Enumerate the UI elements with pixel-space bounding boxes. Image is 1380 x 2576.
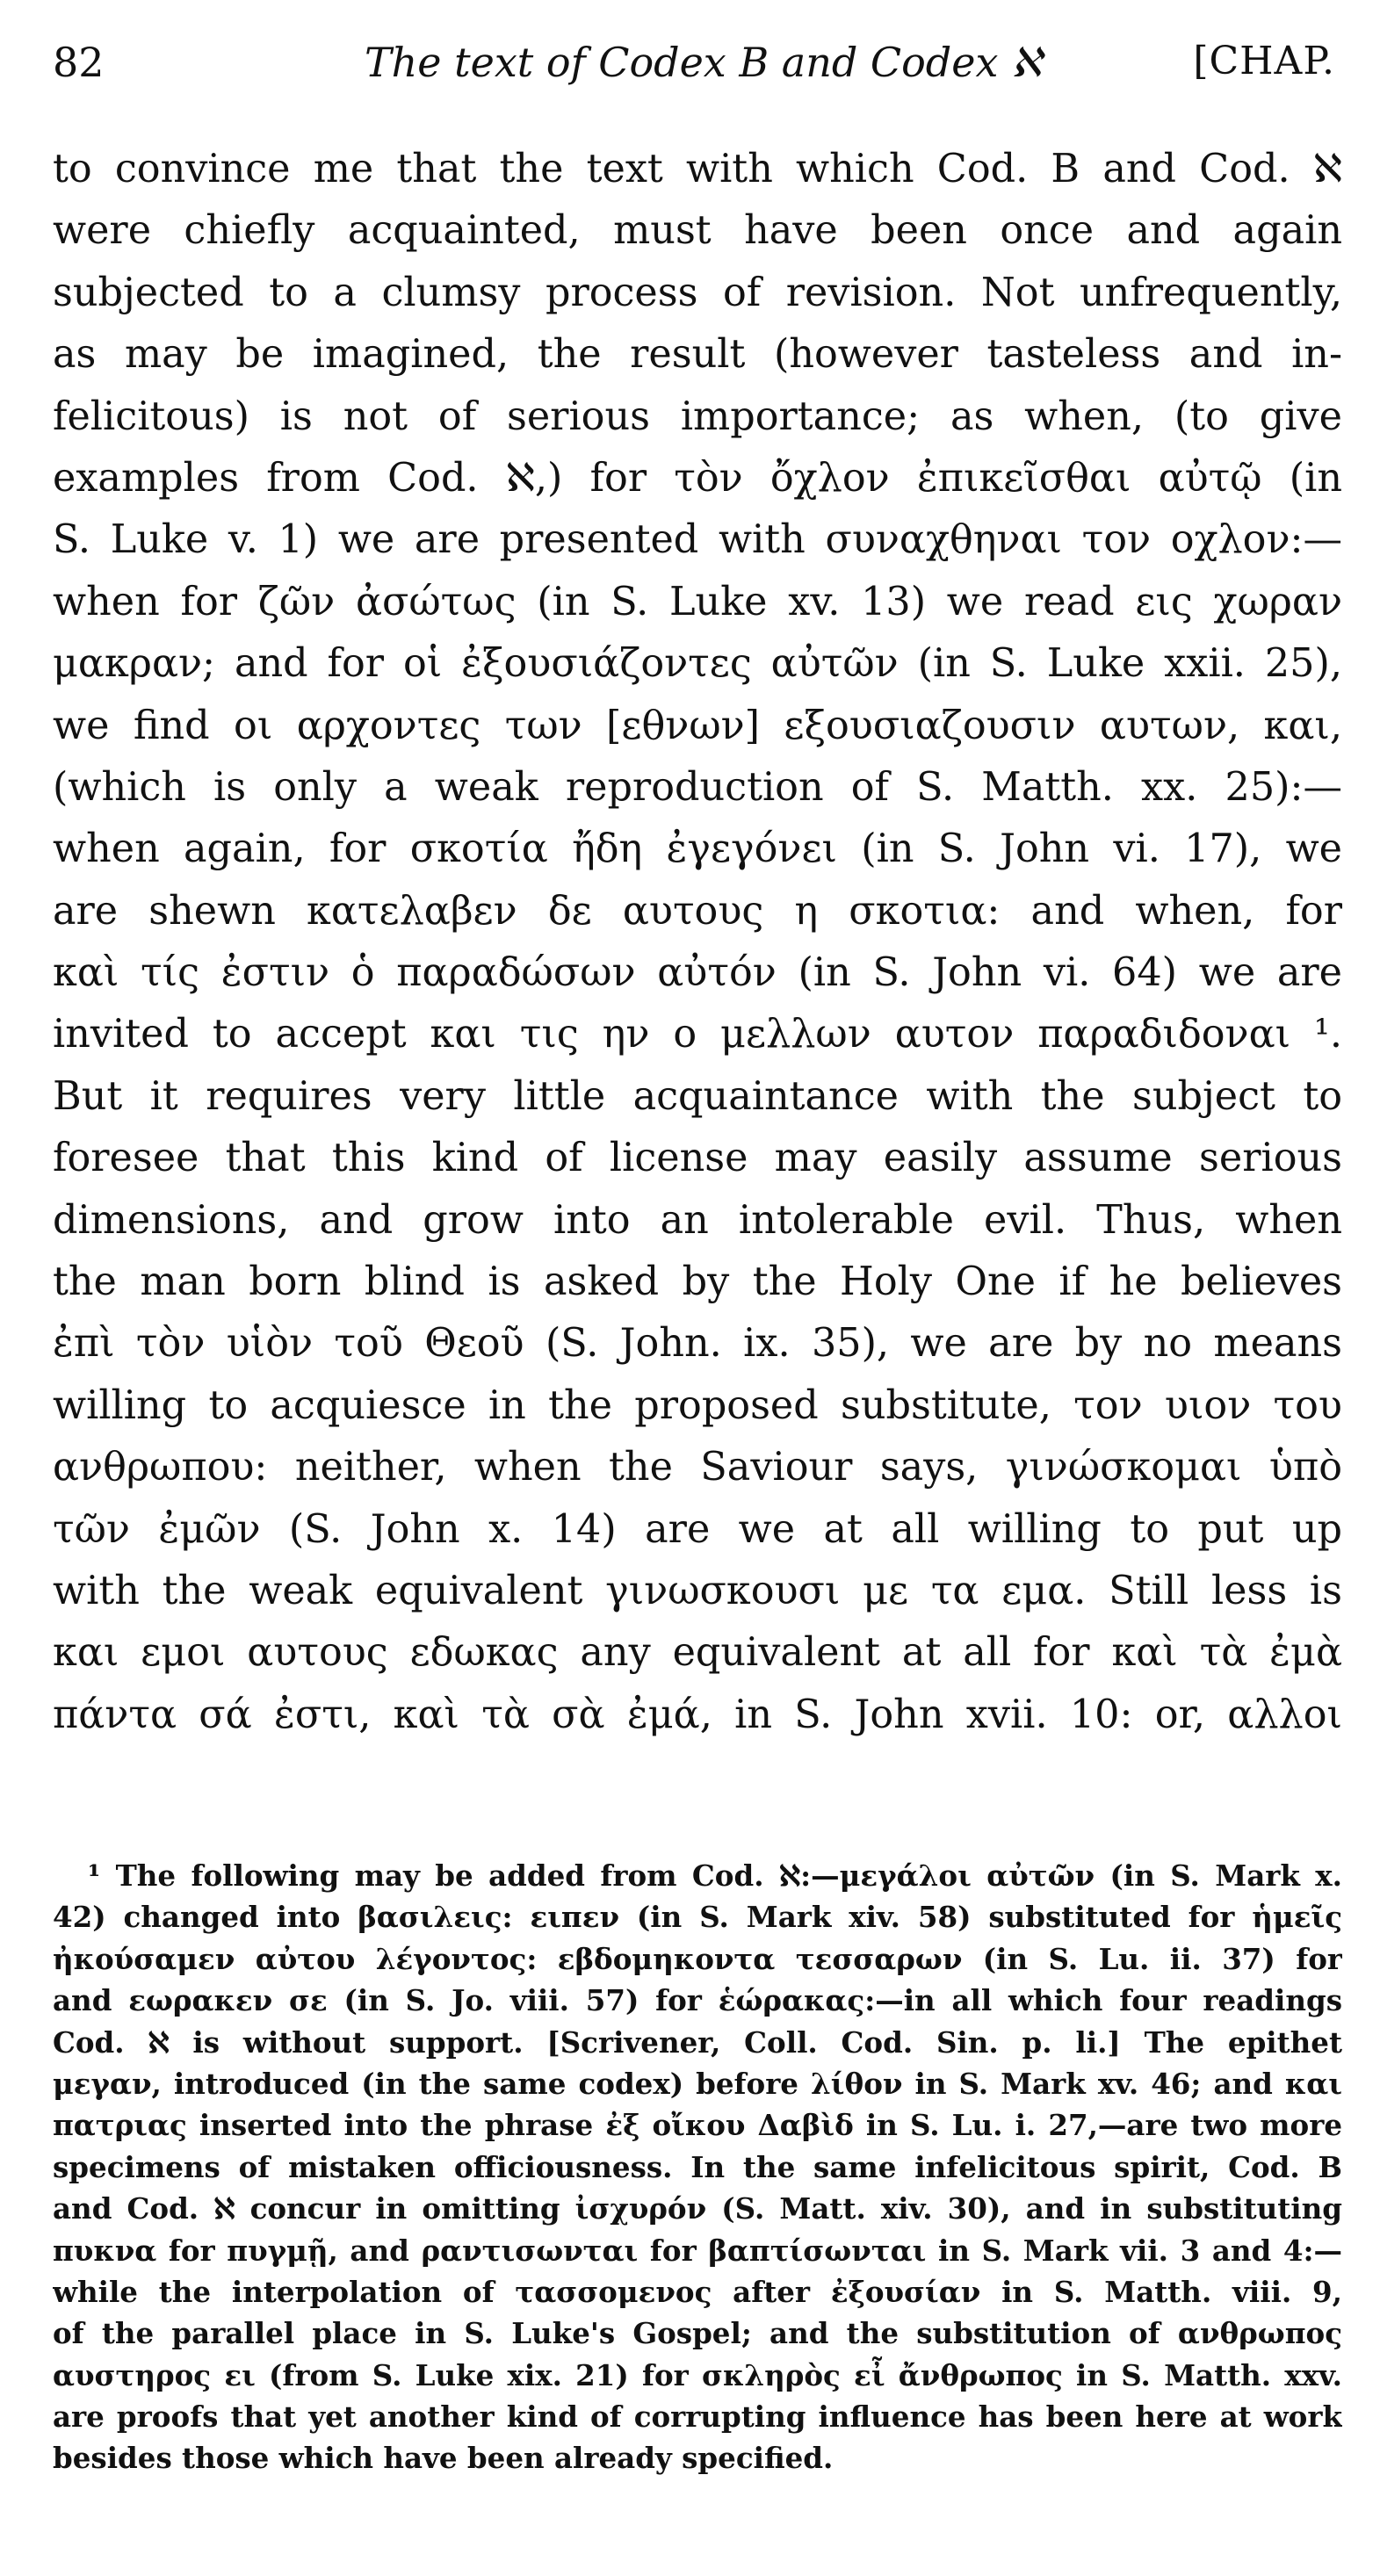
text-line: the man born blind is asked by the Holy One if he believes [53,1259,1342,1305]
page-header [53,39,1335,100]
text-line: ανθρωπου: neither, when the Saviour says, γινώσκομαι ὑπὸ [53,1445,1342,1490]
footnote-line: and Cod. ℵ concur in omitting ἰσχυρόν (S. Matt. xiv. 30), and in substituting [53,2191,1342,2226]
footnote-line: ¹ The following may be added from Cod. ℵ:—μεγάλοι αὐτῶν (in S. Mark x. [88,1858,1342,1893]
text-line: dimensions, and grow into an intolerable evil. Thus, when [53,1197,1342,1243]
text-line: ἐπὶ τὸν υἱὸν τοῦ Θεοῦ (S. John. ix. 35), we are by no means [53,1321,1342,1367]
text-line: examples from Cod. ℵ,) for τὸν ὄχλον ἐπικεῖσθαι αὐτῷ (in [53,455,1342,501]
text-line: καὶ τίς ἐστιν ὁ παραδώσων αὐτόν (in S. John vi. 64) we are [53,950,1342,996]
text-line: as may be imagined, the result (however tasteless and in- [53,332,1342,378]
text-line: μακραν; and for οἱ ἐξουσιάζοντες αὐτῶν (in S. Luke xxii. 25), [53,641,1342,687]
footnote-line: αυστηρος ει (from S. Luke xix. 21) for σκληρὸς εἶ ἄνθρωπος in S. Matth. xxv. [53,2357,1342,2392]
footnote-line: 42) changed into βασιλεις: ειπεν (in S. Mark xiv. 58) substituted for ἡμεῖς [53,1900,1342,1935]
footnote-line: Cod. ℵ is without support. [Scrivener, Coll. Cod. Sin. p. li.] The epithet [53,2024,1342,2060]
text-line: τῶν ἐμῶν (S. John x. 14) are we at all willing to put up [53,1506,1342,1552]
text-line: were chiefly acquainted, must have been once and again [53,208,1342,254]
footnote-line: ἠκούσαμεν αὐτου λέγοντος: εβδομηκοντα τεσσαρων (in S. Lu. ii. 37) for [53,1941,1342,1976]
text-line: to convince me that the text with which Cod. B and Cod. ℵ [53,147,1342,191]
footnote [53,1855,1342,2479]
text-line: when for ζῶν ἀσώτως (in S. Luke xv. 13) we read εις χωραν [53,579,1342,624]
page-number: 82 [53,39,105,86]
text-line: subjected to a clumsy process of revision. Not unfrequently, [53,270,1342,315]
text-line: foresee that this kind of license may easily assume serious [53,1136,1342,1181]
footnote-line: are proofs that yet another kind of corrupting influence has been here at work [53,2399,1342,2435]
text-line: πάντα σά ἐστι, καὶ τὰ σὰ ἐμά, in S. John xvii. 10: or, αλλοι [53,1692,1342,1737]
running-title: The text of Codex B and Codex ℵ [365,39,1042,86]
text-line: willing to acquiesce in the proposed substitute, τον υιον του [53,1382,1342,1428]
text-line: But it requires very little acquaintance with the subject to [53,1073,1342,1119]
text-line: with the weak equivalent γινωσκουσι με τα εμα. Still less is [53,1568,1342,1613]
chapter-marker: [CHAP. [1193,39,1335,83]
text-line: invited to accept και τις ην ο μελλων αυτον παραδιδοναι ¹. [53,1012,1342,1057]
main-text [53,139,1342,1746]
footnote-line: πυκνα for πυγμῇ, and ραντισωνται for βαπτίσωνται in S. Mark vii. 3 and 4:— [53,2233,1342,2268]
text-line: felicitous) is not of serious importance; as when, (to give [53,393,1342,439]
footnote-line: and εωρακεν σε (in S. Jo. viii. 57) for ἑώρακας:—in all which four readings [53,1983,1342,2018]
footnote-line: while the interpolation of τασσομενος after ἐξουσίαν in S. Matth. viii. 9, [53,2274,1342,2309]
text-line: we find οι αρχοντες των [εθνων] εξουσιαζουσιν αυτων, και, [53,703,1342,748]
footnote-line: πατριας inserted into the phrase ἐξ οἴκου Δαβὶδ in S. Lu. i. 27,—are two more [53,2108,1342,2143]
footnote-line: of the parallel place in S. Luke's Gospel; and the substitution of ανθρωπος [53,2316,1342,2351]
footnote-line: μεγαν, introduced (in the same codex) before λίθον in S. Mark xv. 46; and και [53,2066,1342,2101]
text-line: (which is only a weak reproduction of S. Matth. xx. 25):— [53,764,1342,810]
text-line: are shewn κατελαβεν δε αυτους η σκοτια: and when, for [53,888,1342,934]
text-line: και εμοι αυτους εδωκας any equivalent at all for καὶ τὰ ἐμὰ [53,1630,1342,1676]
text-line: when again, for σκοτία ἤδη ἐγεγόνει (in S. John vi. 17), we [53,826,1342,872]
text-line: S. Luke v. 1) we are presented with συναχθηναι τον οχλον:— [53,517,1342,563]
footnote-line: besides those which have been already specified. [53,2441,834,2476]
footnote-line: specimens of mistaken officiousness. In the same infelicitous spirit, Cod. B [53,2149,1342,2184]
